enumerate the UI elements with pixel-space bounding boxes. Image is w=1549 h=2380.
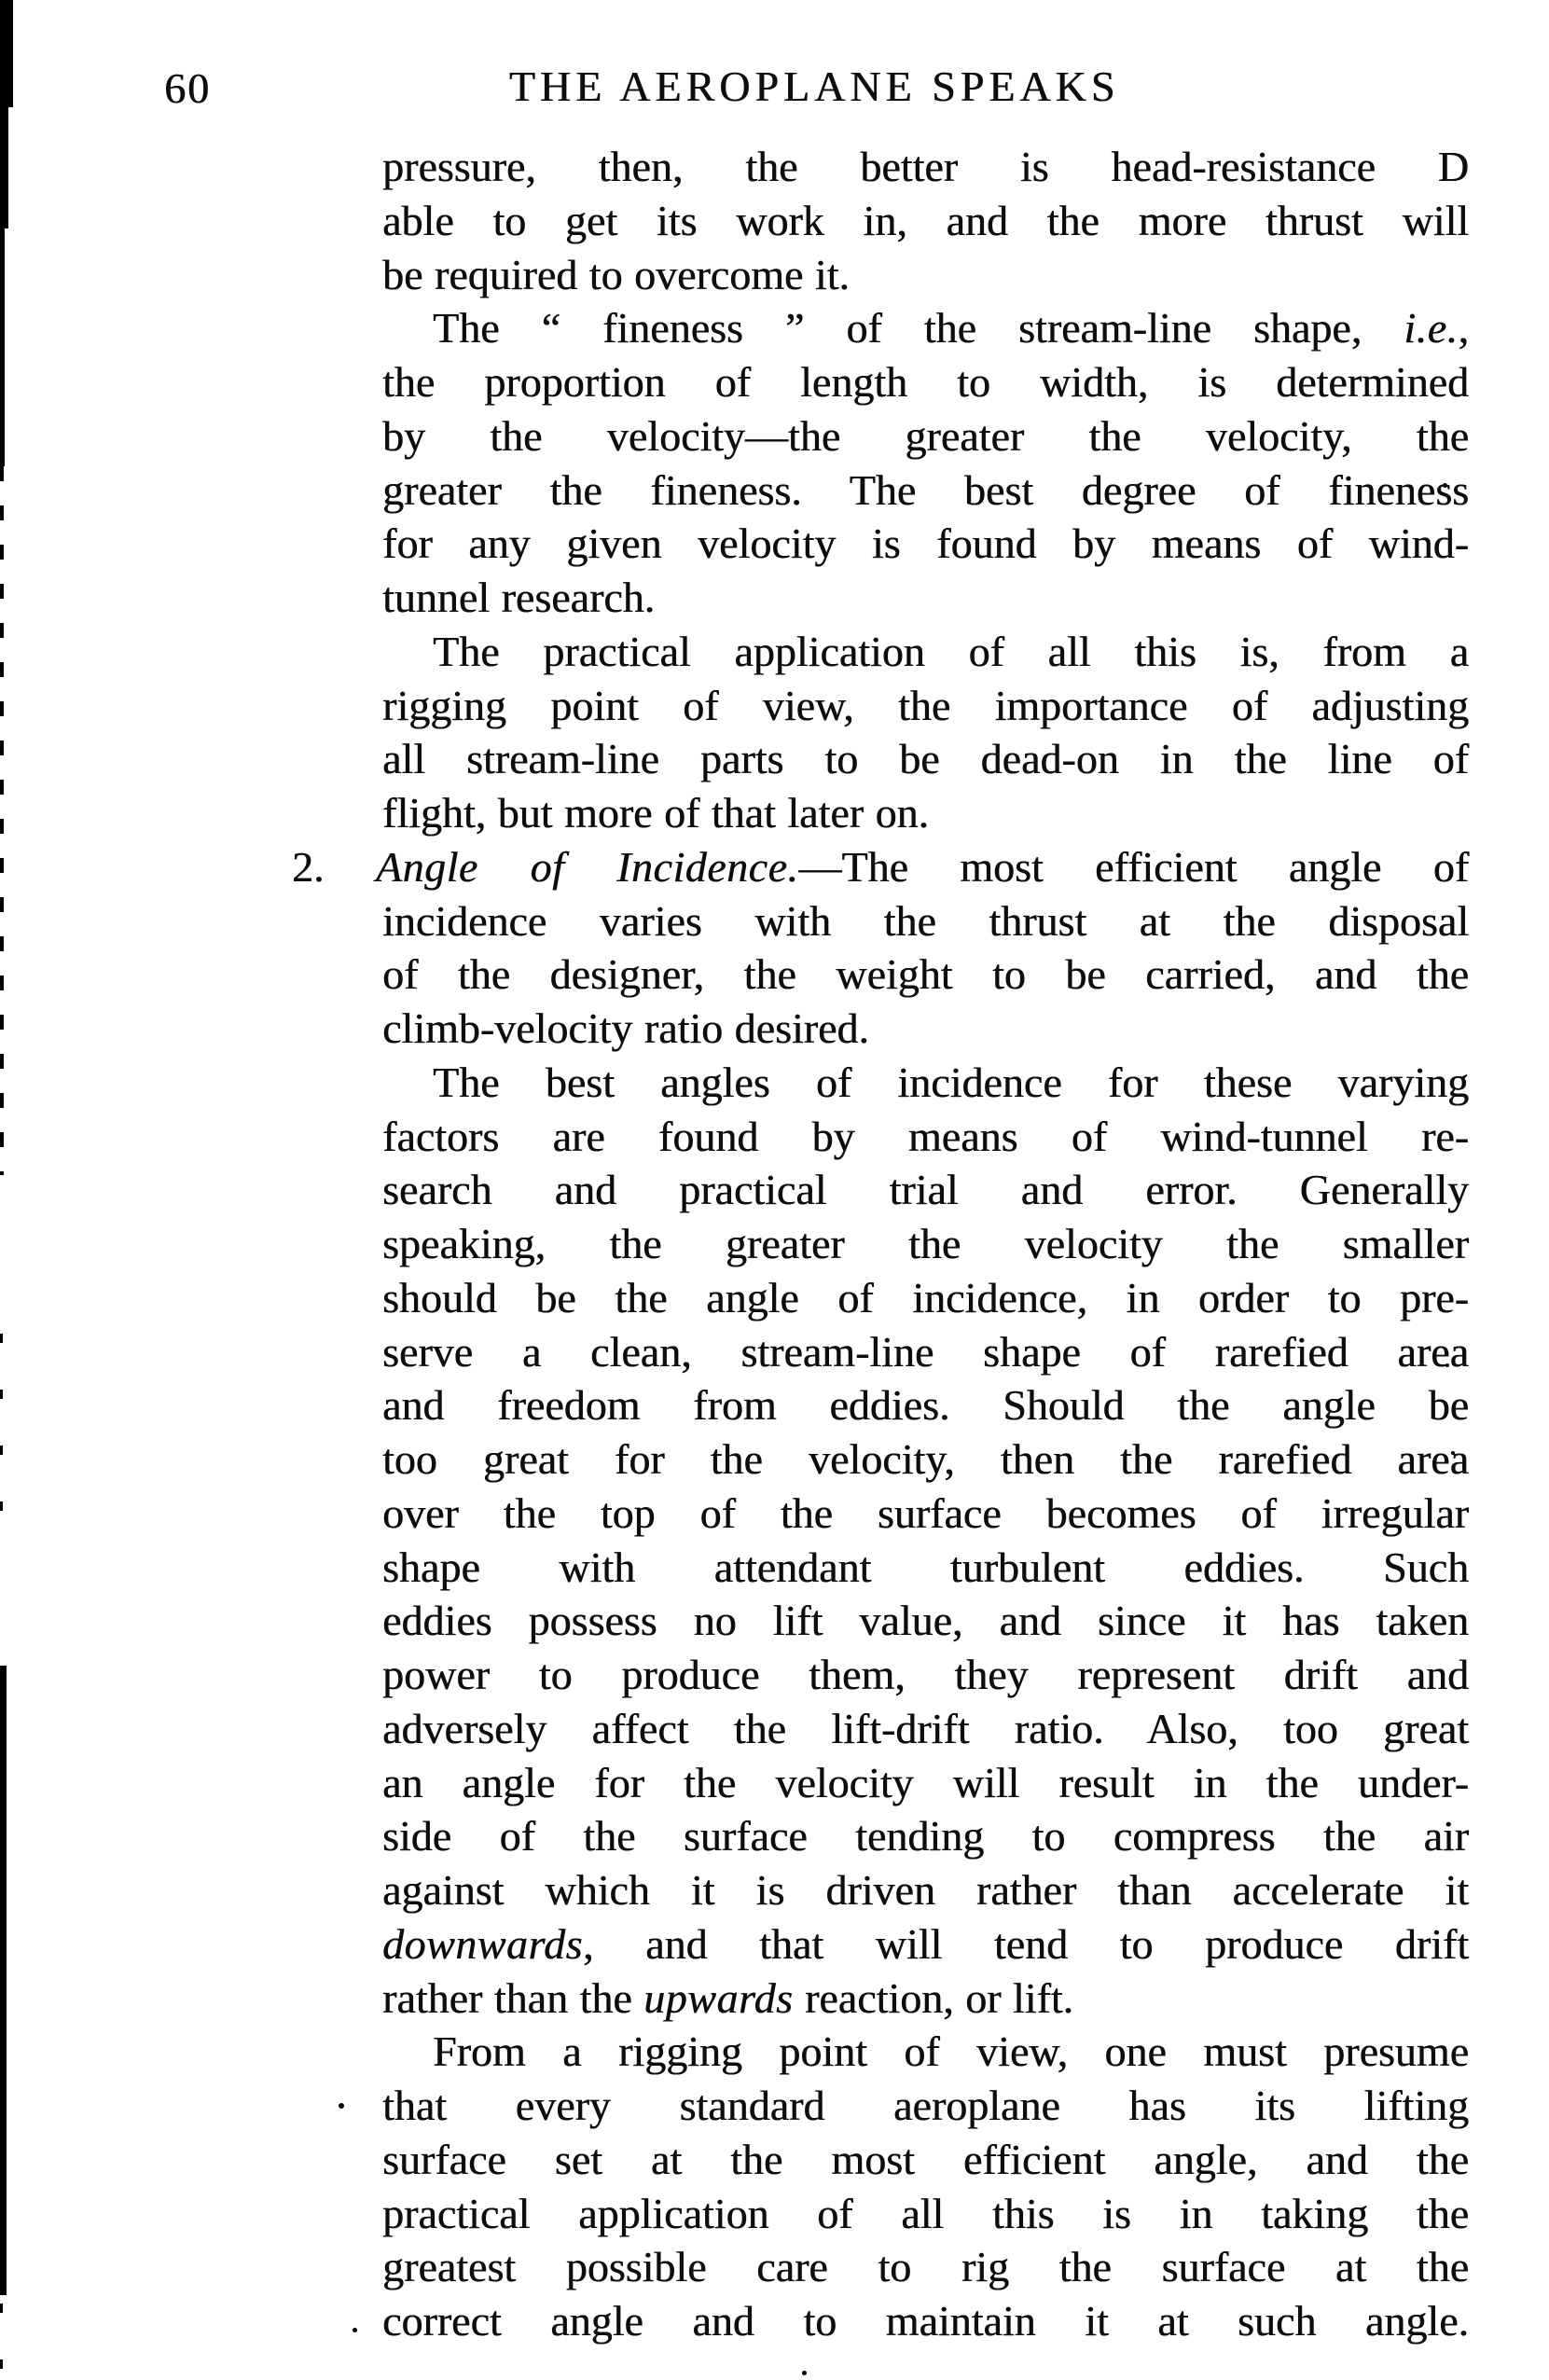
text-line: practical application of all this is in taking the — [382, 2189, 1469, 2237]
page-number: 60 — [164, 64, 211, 112]
text-line: greater the fineness. The best degree of fineness — [382, 465, 1469, 514]
text-line: climb-velocity ratio desired. — [382, 1004, 869, 1052]
text-line: rigging point of view, the importance of adjusting — [382, 681, 1469, 729]
dust-speck — [339, 2103, 344, 2109]
italic-text: Angle of Incidence. — [375, 842, 799, 891]
scan-gutter-blob — [0, 0, 13, 107]
running-title: THE AEROPLANE SPEAKS — [508, 62, 1120, 110]
text-line: search and practical trial and error. Generally — [382, 1166, 1469, 1214]
text-line: The “ fineness ” of the stream-line shape, i.e., — [433, 304, 1469, 353]
scan-gutter-line-lower — [0, 1666, 7, 2295]
text-line: downwards, and that will tend to produce drift — [382, 1919, 1469, 1968]
text-line: by the velocity—the greater the velocity, the — [382, 411, 1469, 460]
text-line: side of the surface tending to compress the air — [382, 1812, 1469, 1861]
text-line: The practical application of all this is, from a — [433, 627, 1469, 675]
italic-text: upwards — [643, 1973, 794, 2022]
dust-speck — [802, 2371, 807, 2375]
text-line: the proportion of length to width, is determined — [382, 358, 1469, 406]
text-line: an angle for the velocity will result in the under- — [382, 1758, 1469, 1806]
text-line: able to get its work in, and the more thrust will — [382, 196, 1469, 244]
text-line: serve a clean, stream-line shape of rarefied area — [382, 1327, 1469, 1376]
text-line: over the top of the surface becomes of irregular — [382, 1488, 1469, 1537]
italic-text: downwards — [382, 1919, 583, 1968]
text-line: for any given velocity is found by means of wind- — [382, 519, 1469, 568]
text-line: rather than the upwards reaction, or lift. — [382, 1973, 1074, 2022]
text-line: of the designer, the weight to be carried, and the — [382, 950, 1469, 999]
text-line: that every standard aeroplane has its lifting — [382, 2082, 1469, 2129]
text-line: factors are found by means of wind-tunnel re- — [382, 1112, 1469, 1160]
text-line: incidence varies with the thrust at the disposal — [382, 896, 1469, 945]
text-line: speaking, the greater the velocity the smaller — [382, 1220, 1469, 1267]
text-line: against which it is driven rather than accelerate it — [382, 1866, 1469, 1914]
text-line: should be the angle of incidence, in order to pre- — [382, 1273, 1469, 1321]
text-line: power to produce them, they represent drift and — [382, 1651, 1469, 1698]
text-line: and freedom from eddies. Should the angle be — [382, 1381, 1469, 1430]
scan-gutter-line-upper — [0, 228, 5, 466]
text-line: pressure, then, the better is head-resistance D — [382, 143, 1469, 190]
body-text — [292, 140, 1470, 2348]
scan-gutter-dashes-bottom — [0, 2304, 3, 2380]
text-line: all stream-line parts to be dead-on in the line of — [382, 735, 1469, 783]
text-line: shape with attendant turbulent eddies. Such — [382, 1543, 1469, 1591]
text-line: adversely affect the lift-drift ratio. Also, too great — [382, 1704, 1469, 1752]
text-line: too great for the velocity, then the rarefied area — [382, 1435, 1469, 1483]
text-line: tunnel research. — [382, 574, 656, 621]
italic-text: i.e. — [1404, 304, 1459, 353]
scan-gutter-dashes-upper — [0, 466, 4, 1175]
text-line: The best angles of incidence for these varying — [433, 1058, 1469, 1106]
text-line: surface set at the most efficient angle, and the — [382, 2135, 1469, 2183]
scan-gutter-dashes-mid — [0, 1334, 3, 1557]
text-line: flight, but more of that later on. — [382, 789, 929, 837]
text-line: From a rigging point of view, one must presume — [433, 2027, 1469, 2076]
scan-gutter-blob-lower — [0, 107, 8, 228]
text-line: 2. Angle of Incidence.—The most efficient angle of — [292, 842, 1470, 891]
dust-speck — [353, 2328, 357, 2332]
text-line: eddies possess no lift value, and since it has taken — [382, 1597, 1469, 1645]
text-line: greatest possible care to rig the surface at the — [382, 2243, 1469, 2291]
text-line: correct angle and to maintain it at such angle. — [382, 2297, 1469, 2345]
text-line: be required to overcome it. — [382, 250, 850, 298]
